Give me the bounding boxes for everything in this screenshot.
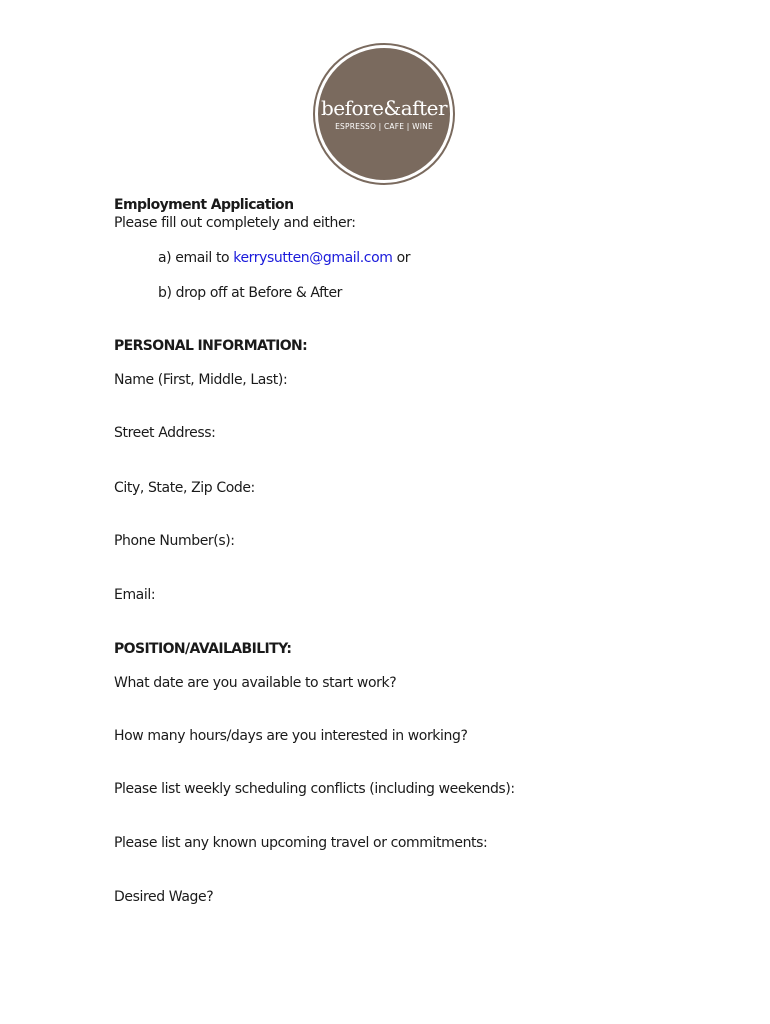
street-address-label: Street Address: xyxy=(114,425,216,441)
form-title: Employment Application xyxy=(114,197,294,213)
desired-wage-label: Desired Wage? xyxy=(114,889,214,905)
email-link[interactable]: kerrysutten@gmail.com xyxy=(233,250,393,266)
start-date-label: What date are you available to start work? xyxy=(114,675,397,691)
logo-name: before&after xyxy=(320,96,448,120)
position-availability-heading: POSITION/AVAILABILITY: xyxy=(114,641,292,657)
logo-tagline: ESPRESSO | CAFE | WINE xyxy=(335,122,433,131)
scheduling-conflicts-label: Please list weekly scheduling conflicts (including weekends): xyxy=(114,781,515,797)
hours-days-label: How many hours/days are you interested in working? xyxy=(114,728,468,744)
email-label: Email: xyxy=(114,587,156,603)
phone-label: Phone Number(s): xyxy=(114,533,235,549)
option-a-prefix: a) email to xyxy=(158,250,234,266)
before-after-logo xyxy=(315,45,453,183)
personal-info-heading: PERSONAL INFORMATION: xyxy=(114,338,308,354)
option-a-suffix: or xyxy=(392,250,411,266)
city-state-zip-label: City, State, Zip Code: xyxy=(114,480,255,496)
travel-commitments-label: Please list any known upcoming travel or commitments: xyxy=(114,835,488,851)
option-b: b) drop off at Before & After xyxy=(158,285,343,301)
name-label: Name (First, Middle, Last): xyxy=(114,372,288,388)
form-instructions: Please fill out completely and either: xyxy=(114,215,356,231)
option-a xyxy=(158,249,410,267)
